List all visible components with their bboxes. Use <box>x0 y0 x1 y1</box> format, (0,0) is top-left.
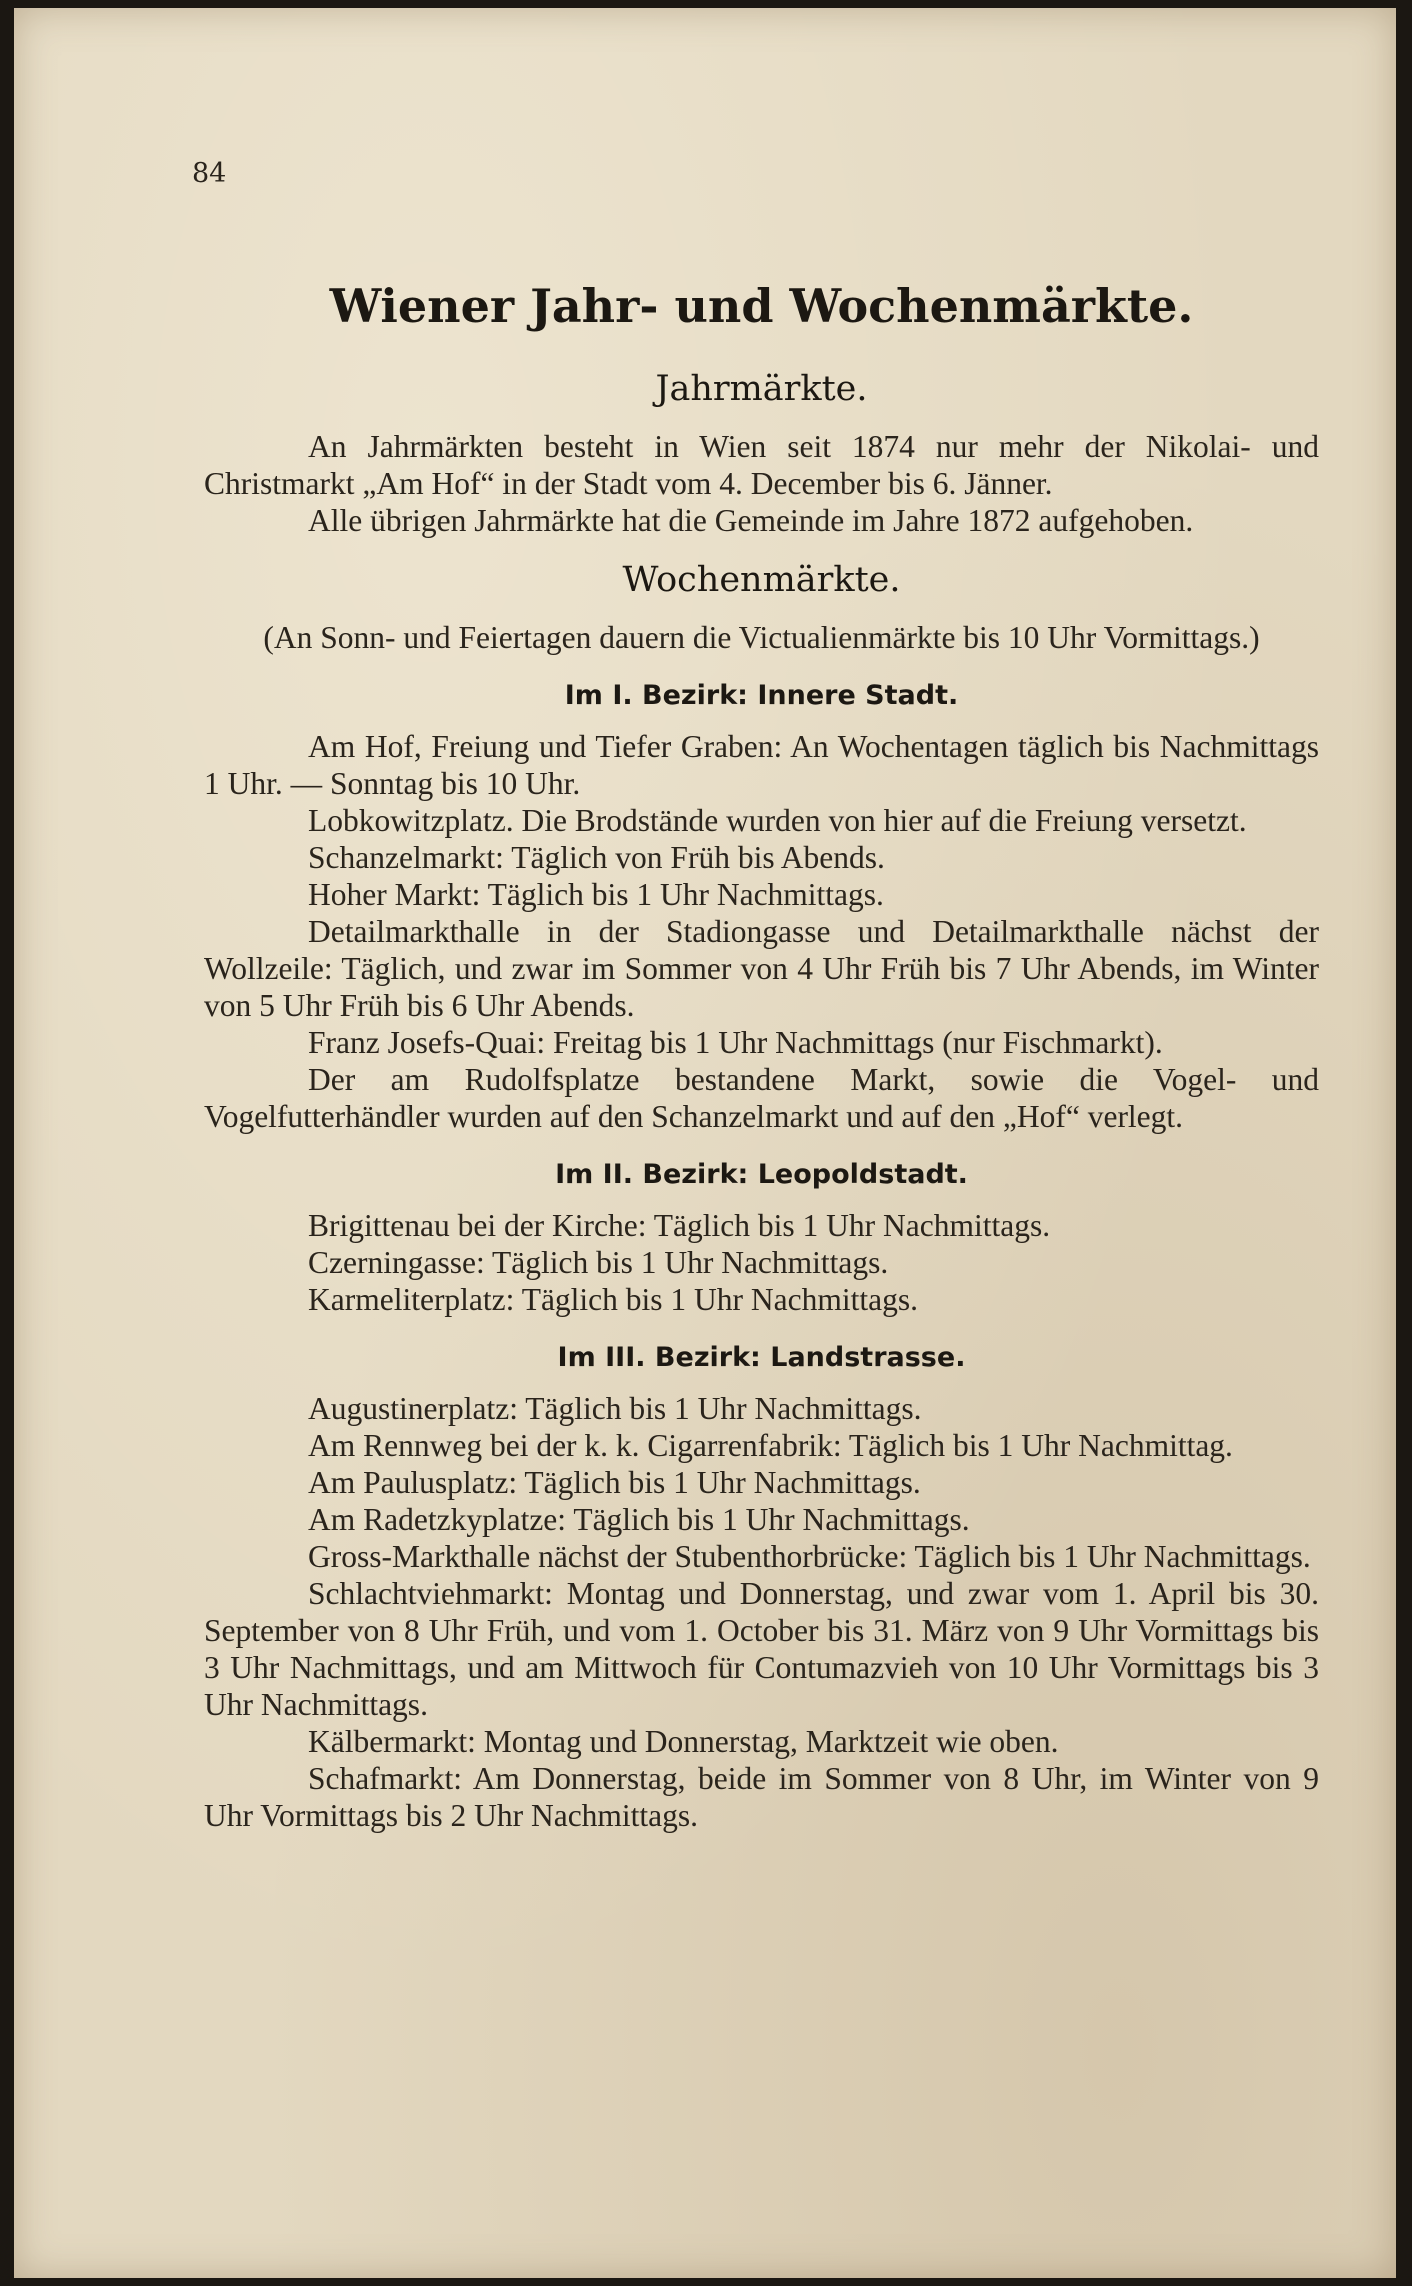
paragraph: Am Paulusplatz: Täglich bis 1 Uhr Nachmittags. <box>308 1465 921 1500</box>
paragraph: Franz Josefs-Quai: Freitag bis 1 Uhr Nachmittags (nur Fischmarkt). <box>308 1025 1163 1060</box>
paragraph: Gross-Markthalle nächst der Stubenthorbrücke: Täglich bis 1 Uhr Nachmittags. <box>308 1539 1311 1574</box>
paragraph: Schlachtviehmarkt: Montag und Donnerstag, und zwar vom 1. April bis 30. September von 8 Uhr Früh, und vom 1. October bis 31. März von 9 Uhr Vormittags bis 3 Uhr Nachmittags, und am Mittwoch für Contumazvieh von 10 Uhr Vormittags bis 3 Uhr Nachmittags. <box>204 1576 1319 1722</box>
paragraph: Kälbermarkt: Montag und Donnerstag, Marktzeit wie oben. <box>308 1724 1059 1759</box>
paragraph: Schanzelmarkt: Täglich von Früh bis Abends. <box>308 840 885 875</box>
paragraph: Detailmarkthalle in der Stadiongasse und Detailmarkthalle nächst der Wollzeile: Täglich, und zwar im Sommer von 4 Uhr Früh bis 7 Uhr Abends, im Winter von 5 Uhr Früh bis 6 Uhr Abends. <box>204 914 1319 1023</box>
paragraph: Der am Rudolfsplatze bestandene Markt, sowie die Vogel- und Vogelfutterhändler wurden auf den Schanzelmarkt und auf den „Hof“ verlegt. <box>204 1062 1319 1134</box>
section-heading-jahrmaerkte: Jahrmärkte. <box>655 369 868 409</box>
section-heading-wochenmaerkte: Wochenmärkte. <box>622 560 901 600</box>
paragraph: Am Rennweg bei der k. k. Cigarrenfabrik: Täglich bis 1 Uhr Nachmittag. <box>308 1428 1233 1463</box>
page-content <box>204 278 1319 1834</box>
wochenmaerkte-note: (An Sonn- und Feiertagen dauern die Victualienmärkte bis 10 Uhr Vormittags.) <box>263 620 1260 655</box>
paragraph: Alle übrigen Jahrmärkte hat die Gemeinde im Jahre 1872 aufgehoben. <box>308 503 1194 538</box>
paragraph: An Jahrmärkten besteht in Wien seit 1874 nur mehr der Nikolai- und Christmarkt „Am Hof“ in der Stadt vom 4. December bis 6. Jänner. <box>204 429 1319 501</box>
paragraph: Hoher Markt: Täglich bis 1 Uhr Nachmittags. <box>308 877 884 912</box>
paragraph: Am Radetzkyplatze: Täglich bis 1 Uhr Nachmittags. <box>308 1502 970 1537</box>
document-page <box>14 8 1396 2278</box>
paragraph: Schafmarkt: Am Donnerstag, beide im Sommer von 8 Uhr, im Winter von 9 Uhr Vormittags bis 2 Uhr Nachmittags. <box>204 1761 1319 1833</box>
paragraph: Lobkowitzplatz. Die Brodstände wurden von hier auf die Freiung versetzt. <box>308 803 1247 838</box>
page-number: 84 <box>192 158 227 189</box>
paragraph: Augustinerplatz: Täglich bis 1 Uhr Nachmittags. <box>308 1391 922 1426</box>
district-heading-1: Im I. Bezirk: Innere Stadt. <box>564 680 959 711</box>
paragraph: Czerningasse: Täglich bis 1 Uhr Nachmittags. <box>308 1245 889 1280</box>
district-heading-3: Im III. Bezirk: Landstrasse. <box>557 1342 966 1373</box>
paragraph: Brigittenau bei der Kirche: Täglich bis 1 Uhr Nachmittags. <box>308 1208 1051 1243</box>
paragraph: Karmeliterplatz: Täglich bis 1 Uhr Nachmittags. <box>308 1282 918 1317</box>
page-title: Wiener Jahr- und Wochenmärkte. <box>329 279 1194 333</box>
district-heading-2: Im II. Bezirk: Leopoldstadt. <box>555 1159 968 1190</box>
paragraph: Am Hof, Freiung und Tiefer Graben: An Wochentagen täglich bis Nachmittags 1 Uhr. — Sonntag bis 10 Uhr. <box>204 729 1319 801</box>
